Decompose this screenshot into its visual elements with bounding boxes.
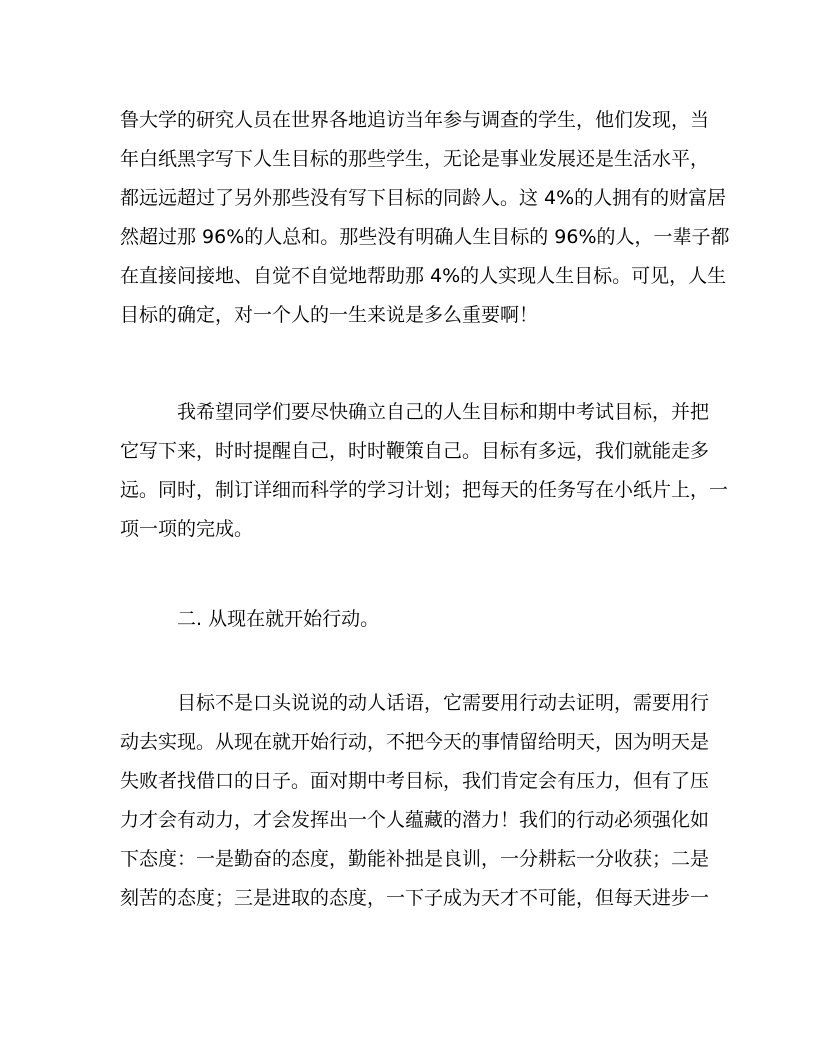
paragraph-3-line-5: 下态度：一是勤奋的态度，勤能补拙是良训，一分耕耘一分收获；二是: [120, 848, 710, 870]
paragraph-2-line-1: 我希望同学们要尽快确立自己的人生目标和期中考试目标，并把: [177, 401, 710, 423]
paragraph-2-line-3: 远。同时，制订详细而科学的学习计划；把每天的任务写在小纸片上，一: [120, 479, 729, 501]
paragraph-3-line-3: 失败者找借口的日子。面对期中考目标，我们肯定会有压力，但有了压: [120, 770, 710, 792]
paragraph-1-line-4: 然超过那 96%的人总和。那些没有明确人生目标的 96%的人，一辈子都: [120, 226, 730, 248]
paragraph-1-line-6: 目标的确定，对一个人的一生来说是多么重要啊！: [120, 304, 539, 326]
paragraph-1-line-5: 在直接间接地、自觉不自觉地帮助那 4%的人实现人生目标。可见，人生: [120, 265, 727, 287]
paragraph-1-line-3: 都远远超过了另外那些没有写下目标的同龄人。这 4%的人拥有的财富居: [120, 187, 727, 209]
paragraph-1-line-2: 年白纸黑字写下人生目标的那些学生，无论是事业发展还是生活水平，: [120, 148, 710, 170]
paragraph-1-line-1: 鲁大学的研究人员在世界各地追访当年参与调查的学生，他们发现，当: [120, 109, 710, 131]
section-heading: 二. 从现在就开始行动。: [177, 608, 380, 630]
paragraph-3-line-1: 目标不是口头说说的动人话语，它需要用行动去证明，需要用行: [177, 692, 710, 714]
paragraph-2-line-4: 项一项的完成。: [120, 518, 254, 540]
paragraph-3-line-4: 力才会有动力，才会发挥出一个人蕴藏的潜力！我们的行动必须强化如: [120, 809, 710, 831]
paragraph-3-line-2: 动去实现。从现在就开始行动，不把今天的事情留给明天，因为明天是: [120, 731, 710, 753]
paragraph-3-line-6: 刻苦的态度；三是进取的态度，一下子成为天才不可能，但每天进步一: [120, 887, 710, 909]
paragraph-2-line-2: 它写下来，时时提醒自己，时时鞭策自己。目标有多远，我们就能走多: [120, 440, 710, 462]
